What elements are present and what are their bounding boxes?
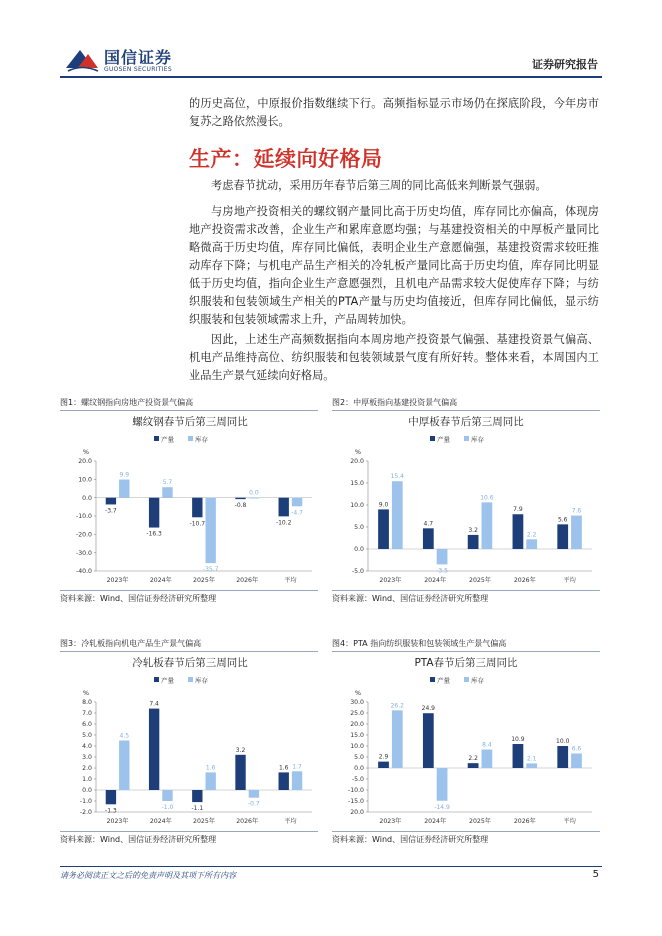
- data-label-产量: 5.6: [557, 516, 568, 524]
- data-label-产量: -10.7: [189, 520, 206, 528]
- bar-产量: [235, 498, 245, 499]
- report-type-label: 证券研究报告: [532, 58, 598, 71]
- y-tick-label: 7.0: [82, 710, 92, 718]
- y-tick-label: 25.0: [350, 710, 364, 718]
- y-tick-label: 20.0: [350, 721, 364, 729]
- bar-库存: [119, 741, 129, 791]
- bar-库存: [249, 498, 259, 499]
- x-tick-label: 2025年: [469, 818, 491, 825]
- legend-label-产量: 产量: [161, 676, 174, 685]
- figure-4-source: 资料来源：Wind、国信证券经济研究所整理: [332, 835, 489, 844]
- section-title: 生产：延续向好格局: [189, 147, 383, 171]
- legend-label-库存: 库存: [471, 676, 484, 685]
- data-label-产量: -10.2: [275, 519, 292, 527]
- bar-产量: [235, 755, 245, 790]
- data-label-产量: 10.9: [511, 736, 525, 744]
- legend-swatch-产量: [430, 436, 435, 441]
- header-divider: [60, 76, 602, 78]
- chart-cold-rolled-svg: [60, 652, 320, 830]
- data-label-产量: -1.3: [105, 807, 117, 815]
- y-tick-label: 15.0: [350, 732, 364, 740]
- figure-4-caption: 图4：PTA 指向纺织服装和包装领域生产景气偏高: [332, 639, 507, 648]
- y-tick-label: -40.0: [75, 568, 92, 576]
- figure-2-source: 资料来源：Wind、国信证券经济研究所整理: [332, 594, 489, 603]
- y-tick-label: 3.0: [82, 754, 92, 762]
- y-tick-label: 20.0: [78, 458, 92, 466]
- bar-产量: [149, 498, 159, 528]
- data-label-库存: 26.2: [390, 702, 404, 710]
- chart-rebar-svg: [60, 411, 320, 589]
- x-tick-label: 2024年: [149, 577, 172, 584]
- bar-库存: [249, 790, 259, 798]
- data-label-产量: 3.2: [468, 526, 478, 534]
- chart-rebar: [60, 411, 320, 589]
- legend-label-产量: 产量: [161, 435, 174, 444]
- paragraph-analysis: 与房地产投资相关的螺纹钢产量同比高于历史均值，库存同比亦偏高，体现房地产投资需求改善，企业生产和累库意愿均强；与基建投资相关的中厚板产量同比略微高于历史均值，库存同比偏低，表明企业生产意愿偏强，基建投资需求较旺推动库存下降；与机电产品生产相关的冷轧板产量同比高于历史均值，库存同比明显低于历史均值，指向企业生产意愿强烈，且机电产品需求较大促使库存下降；与纺织服装和包装领域生产相关的PTA产量与历史均值接近，但库存同比偏低，显示纺织服装和包装领域需求上升，产品周转加快。: [189, 205, 599, 326]
- data-label-库存: 1.6: [205, 764, 216, 772]
- y-tick-label: 5.0: [354, 524, 364, 532]
- bar-产量: [192, 790, 202, 802]
- chart-plate-svg: [332, 411, 600, 589]
- data-label-产量: -16.3: [146, 530, 162, 538]
- paragraph-conclusion: 因此，上述生产高频数据指向本周房地产投资景气偏强、基建投资景气偏高、机电产品维持高位、纺织服装和包装领域景气度有所好转。整体来看，本周国内工业品生产景气延续向好格局。: [189, 333, 599, 382]
- y-tick-label: 20.0: [350, 809, 364, 817]
- bar-库存: [392, 481, 403, 549]
- chart-cold-rolled: [60, 652, 320, 830]
- brand-logo: [64, 44, 184, 80]
- bar-库存: [119, 480, 129, 498]
- y-tick-label: 10.0: [350, 743, 364, 751]
- figure-1-caption: 图1：螺纹钢指向房地产投资景气偏高: [60, 398, 194, 407]
- data-label-库存: -0.7: [248, 800, 260, 808]
- paragraph-method: 考虑春节扰动，采用历年春节后第三周的同比高低来判断景气强弱。: [211, 179, 547, 192]
- legend-label-产量: 产量: [437, 435, 450, 444]
- data-label-产量: 7.4: [149, 700, 159, 708]
- x-tick-label: 2024年: [149, 818, 172, 825]
- figure-4-bottom-rule: [332, 831, 600, 832]
- bar-库存: [292, 498, 302, 507]
- bar-产量: [423, 528, 434, 549]
- y-axis-unit: %: [354, 448, 362, 456]
- legend-swatch-库存: [188, 677, 193, 682]
- y-tick-label: 5.0: [82, 732, 92, 740]
- chart-title: 螺纹钢春节后第三周同比: [132, 416, 248, 428]
- bar-库存: [292, 771, 302, 790]
- data-label-库存: -35.7: [202, 566, 219, 574]
- legend-swatch-库存: [464, 436, 469, 441]
- x-tick-label: 2026年: [236, 818, 259, 825]
- data-label-库存: 4.5: [119, 732, 130, 740]
- data-label-产量: -1.1: [191, 805, 204, 813]
- y-tick-label: 10.0: [350, 502, 364, 510]
- data-label-库存: 6.6: [571, 745, 582, 753]
- x-tick-label: 2025年: [193, 818, 215, 825]
- y-tick-label: 0.0: [82, 787, 92, 795]
- bar-产量: [192, 498, 202, 518]
- data-label-产量: 1.6: [278, 764, 289, 772]
- y-axis-unit: %: [82, 448, 90, 456]
- x-tick-label: 2026年: [236, 577, 259, 584]
- bar-库存: [437, 768, 448, 801]
- bar-产量: [378, 762, 389, 768]
- y-tick-label: 2.0: [82, 765, 92, 773]
- y-tick-label: 30.0: [350, 699, 364, 707]
- x-tick-label: 2026年: [513, 577, 536, 584]
- data-label-产量: 9.0: [378, 501, 389, 509]
- y-tick-label: -1.0: [79, 798, 92, 806]
- bar-库存: [437, 549, 448, 564]
- y-tick-label: -15.0: [347, 798, 364, 806]
- bar-库存: [392, 710, 403, 768]
- x-tick-label: 2023年: [379, 577, 402, 584]
- bar-产量: [279, 772, 289, 790]
- bar-库存: [482, 502, 493, 549]
- data-label-库存: 2.1: [526, 755, 537, 763]
- bar-产量: [513, 514, 524, 549]
- data-label-库存: 9.9: [119, 471, 130, 479]
- legend-label-产量: 产量: [437, 676, 450, 685]
- figure-1-bottom-rule: [60, 590, 318, 591]
- bar-产量: [106, 790, 116, 804]
- bar-产量: [468, 535, 479, 549]
- data-label-库存: 8.4: [482, 741, 492, 749]
- x-tick-label: 平均: [284, 818, 297, 825]
- data-label-库存: 10.6: [480, 494, 494, 502]
- bar-库存: [206, 498, 216, 563]
- y-tick-label: 4.0: [82, 743, 92, 751]
- x-tick-label: 2023年: [379, 818, 402, 825]
- data-label-库存: 2.2: [526, 531, 537, 539]
- bar-产量: [279, 498, 289, 517]
- x-tick-label: 平均: [284, 577, 297, 584]
- legend-swatch-产量: [154, 436, 159, 441]
- legend-swatch-库存: [464, 677, 469, 682]
- bar-产量: [468, 763, 479, 768]
- legend-label-库存: 库存: [471, 435, 484, 444]
- figure-1-source: 资料来源：Wind、国信证券经济研究所整理: [60, 594, 217, 603]
- bar-产量: [149, 709, 159, 790]
- data-label-产量: 10.0: [556, 738, 570, 745]
- y-tick-label: -2.0: [79, 809, 92, 817]
- y-tick-label: 1.0: [82, 776, 92, 784]
- x-tick-label: 2025年: [469, 577, 491, 584]
- x-tick-label: 平均: [563, 577, 576, 584]
- chart-pta: [332, 652, 600, 830]
- chart-plate: [332, 411, 600, 589]
- legend-label-库存: 库存: [195, 435, 208, 444]
- bar-库存: [206, 772, 216, 790]
- data-label-产量: -0.8: [234, 502, 247, 510]
- data-label-产量: -3.7: [105, 507, 117, 515]
- figure-2-caption: 图2：中厚板指向基建投资景气偏高: [332, 398, 458, 407]
- data-label-库存: 1.7: [292, 763, 302, 771]
- chart-title: 中厚板春节后第三周同比: [408, 416, 524, 428]
- y-tick-label: -20.0: [75, 531, 92, 539]
- data-label-库存: 5.7: [162, 479, 173, 487]
- bar-库存: [162, 487, 172, 497]
- y-tick-label: 10.0: [78, 476, 92, 484]
- data-label-产量: 3.2: [235, 746, 246, 754]
- y-tick-label: -10.0: [75, 513, 92, 521]
- legend-swatch-产量: [430, 677, 435, 682]
- data-label-产量: 2.2: [468, 755, 478, 763]
- data-label-产量: 7.9: [513, 506, 523, 514]
- y-tick-label: -10.0: [347, 787, 364, 795]
- bar-产量: [557, 524, 568, 549]
- figure-3-caption: 图3：冷轧板指向机电产品生产景气偏高: [60, 639, 202, 648]
- y-tick-label: 0.0: [82, 494, 92, 502]
- footer-disclaimer: 请务必阅读正文之后的免责声明及其项下所有内容: [60, 871, 236, 880]
- data-label-库存: -14.9: [434, 803, 450, 811]
- bar-产量: [378, 509, 389, 549]
- data-label-库存: -1.0: [161, 804, 174, 811]
- chart-pta-svg: [332, 652, 600, 830]
- y-tick-label: -5.0: [351, 568, 364, 576]
- y-tick-label: -5.0: [351, 776, 364, 784]
- data-label-产量: 24.9: [421, 705, 436, 713]
- y-axis-unit: %: [354, 689, 362, 697]
- y-tick-label: 15.0: [350, 480, 364, 488]
- figure-3-bottom-rule: [60, 831, 318, 832]
- y-tick-label: 0.0: [354, 546, 364, 554]
- logo-chinese-name: 国信证券: [104, 48, 173, 67]
- bar-产量: [106, 498, 116, 505]
- figure-3-source: 资料来源：Wind、国信证券经济研究所整理: [60, 835, 217, 844]
- bar-产量: [513, 744, 524, 768]
- bar-库存: [162, 790, 172, 801]
- y-tick-label: 5.0: [354, 754, 364, 762]
- x-tick-label: 平均: [563, 818, 576, 825]
- bar-库存: [571, 753, 582, 768]
- guosen-logo-icon: [64, 44, 100, 74]
- bar-库存: [571, 516, 582, 549]
- bar-库存: [482, 750, 493, 768]
- footer-divider: [60, 866, 602, 867]
- data-label-产量: 2.9: [378, 753, 389, 761]
- y-tick-label: 6.0: [82, 721, 92, 729]
- data-label-库存: 15.4: [390, 473, 404, 481]
- data-label-产量: 4.7: [423, 520, 434, 528]
- y-tick-label: 20.0: [350, 458, 364, 466]
- bar-产量: [423, 713, 434, 768]
- bar-库存: [526, 539, 537, 549]
- data-label-库存: 7.6: [571, 507, 582, 515]
- x-tick-label: 2024年: [424, 577, 447, 584]
- figure-2-bottom-rule: [332, 590, 600, 591]
- chart-title: PTA春节后第三周同比: [414, 657, 518, 669]
- intro-paragraph: 的历史高位，中原报价指数继续下行。高频指标显示市场仍在探底阶段，今年房市复苏之路依然漫长。: [189, 97, 599, 128]
- y-tick-label: 0.0: [354, 765, 364, 773]
- legend-swatch-产量: [154, 677, 159, 682]
- data-label-库存: 0.0: [249, 489, 259, 497]
- y-tick-label: 8.0: [82, 699, 92, 707]
- x-tick-label: 2025年: [193, 577, 215, 584]
- chart-title: 冷轧板春节后第三周同比: [132, 657, 248, 669]
- x-tick-label: 2024年: [424, 818, 447, 825]
- y-axis-unit: %: [82, 689, 90, 697]
- page-number: 5: [592, 869, 599, 880]
- legend-label-库存: 库存: [195, 676, 208, 685]
- legend-swatch-库存: [188, 436, 193, 441]
- bar-库存: [526, 763, 537, 768]
- bar-产量: [557, 746, 568, 768]
- y-tick-label: -30.0: [75, 549, 92, 557]
- x-tick-label: 2026年: [513, 818, 536, 825]
- x-tick-label: 2023年: [106, 577, 129, 584]
- logo-english-name: GUOSEN SECURITIES: [104, 66, 173, 73]
- data-label-库存: -4.7: [291, 509, 303, 517]
- data-label-库存: -3.5: [436, 567, 448, 575]
- x-tick-label: 2023年: [106, 818, 129, 825]
